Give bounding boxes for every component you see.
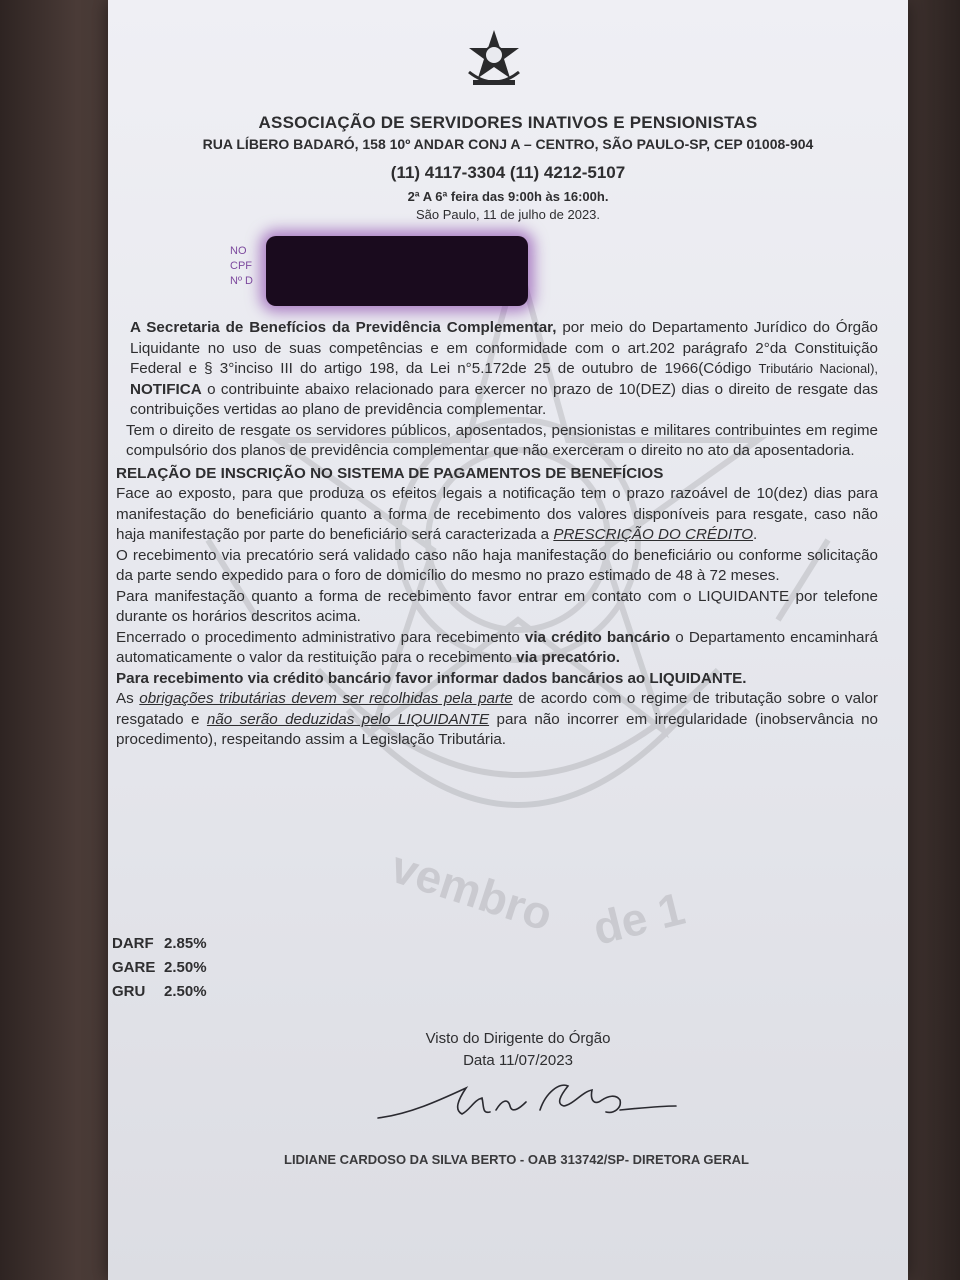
tax-rate: 2.85% bbox=[164, 935, 207, 952]
tax-obligation-emphasis: obrigações tributárias devem ser recolhidas pela parte bbox=[139, 690, 513, 707]
paragraph-contact: Para manifestação quanto a forma de recebimento favor entrar em contato com o LIQUIDANTE por telefone durante os horários descritos acima. bbox=[116, 587, 878, 625]
recipient-cpf-label: CPF bbox=[230, 260, 252, 272]
no-deduction-emphasis: não serão deduzidas pelo LIQUIDANTE bbox=[206, 710, 490, 728]
tax-name: GRU bbox=[112, 983, 146, 1000]
paragraph-deadline bbox=[116, 484, 878, 546]
coat-of-arms-icon bbox=[463, 28, 525, 90]
tax-name: GARE bbox=[112, 959, 156, 976]
notifying-body-name: A Secretaria de Benefícios da Previdência Complementar, bbox=[130, 319, 557, 336]
paragraph-text: por meio do Departamento Jurídico do Órgão Liquidante no uso de suas competências e em conformidade com o art.202 parágrafo 2°da Constituição Federal e § 3°inciso III do artigo 198, da Lei n°5.172de 25 de outubro de 1966(Código bbox=[130, 319, 879, 377]
svg-text:vembro: vembro bbox=[384, 840, 560, 941]
paragraph-text: Face ao exposto, para que produza os efeitos legais a notificação tem o prazo razoável de 10(dez) dias para manifestação do beneficiário quanto a forma de recebimento dos valores disponíveis para resgate, caso não haja manifestação por parte do beneficiário será caracterizada a bbox=[116, 485, 878, 543]
tax-rate: 2.50% bbox=[164, 983, 207, 1000]
organization-address: RUA LÍBERO BADARÓ, 158 10º ANDAR CONJ A – CENTRO, SÃO PAULO-SP, CEP 01008-904 bbox=[202, 136, 814, 152]
handwritten-signature bbox=[370, 1070, 680, 1130]
paragraph-text: As bbox=[116, 690, 140, 707]
paragraph-text: o Departamento encaminhará automaticamente o valor da restituição para o recebimento bbox=[116, 628, 878, 666]
recipient-number-label: Nº D bbox=[230, 275, 253, 287]
signature-block bbox=[398, 1028, 638, 1072]
tax-row bbox=[112, 932, 207, 956]
organization-title: ASSOCIAÇÃO DE SERVIDORES INATIVOS E PENSIONISTAS bbox=[258, 113, 758, 132]
paragraph-text: de acordo com o regime de tributação sobre o valor resgatado e bbox=[116, 690, 878, 728]
paragraph-emphasis: via crédito bancário bbox=[524, 628, 671, 646]
notifica-keyword: NOTIFICA bbox=[130, 380, 202, 398]
section-heading: RELAÇÃO DE INSCRIÇÃO NO SISTEMA DE PAGAMENTOS DE BENEFÍCIOS bbox=[116, 464, 664, 482]
organization-phones: (11) 4117-3304 (11) 4212-5107 bbox=[390, 163, 626, 182]
prescription-emphasis: PRESCRIÇÃO DO CRÉDITO bbox=[553, 526, 754, 543]
paragraph-text: o contribuinte abaixo relacionado para exercer no prazo de 10(DEZ) dias o direito de resgate das contribuições vertidas ao plano de previdência complementar. bbox=[130, 380, 878, 418]
signer-name: LIDIANE CARDOSO DA SILVA BERTO - OAB 313742/SP- DIRETORA GERAL bbox=[284, 1152, 749, 1167]
paragraph-text: Tributário Nacional), bbox=[758, 361, 879, 376]
paragraph-taxes bbox=[116, 689, 878, 751]
office-hours: 2ª A 6ª feira das 9:00h às 16:00h. bbox=[407, 189, 609, 204]
tax-name: DARF bbox=[112, 935, 154, 952]
paragraph-procedure bbox=[116, 628, 878, 669]
paragraph-precatorio: O recebimento via precatório será validado caso não haja manifestação do beneficiário ou conforme solicitação da parte sendo expedido para o foro de domicílio do mesmo no prazo estimado de 48 à 72 meses. bbox=[116, 546, 878, 584]
paragraph-bank-details: Para recebimento via crédito bancário favor informar dados bancários ao LIQUIDANTE. bbox=[116, 669, 747, 687]
paragraph-text: Encerrado o procedimento administrativo para recebimento bbox=[116, 628, 525, 646]
tax-row bbox=[112, 956, 207, 980]
tax-rates-list bbox=[112, 932, 207, 1004]
tax-row bbox=[112, 980, 207, 1004]
svg-text:de 1: de 1 bbox=[587, 881, 690, 955]
letter-body bbox=[116, 318, 878, 751]
recipient-name-label: NO bbox=[230, 245, 247, 257]
paragraph-eligibility: Tem o direito de resgate os servidores públicos, aposentados, pensionistas e militares contribuintes em regime compulsório dos planos de previdência complementar que não exerceram o direito no ato da aposentadoria. bbox=[126, 421, 878, 459]
redaction-mark bbox=[266, 236, 528, 306]
paragraph-emphasis: via precatório. bbox=[516, 649, 620, 666]
visto-label: Visto do Dirigente do Órgão bbox=[425, 1030, 611, 1047]
paragraph-notification bbox=[116, 318, 878, 421]
paragraph-text: para não incorrer em irregularidade (inobservância no procedimento), respeitando assim a Legislação Tributária. bbox=[116, 710, 879, 748]
paragraph-text: . bbox=[753, 526, 758, 543]
signature-date: Data 11/07/2023 bbox=[463, 1052, 573, 1069]
letter-date: São Paulo, 11 de julho de 2023. bbox=[415, 207, 601, 222]
notification-letter bbox=[108, 0, 908, 1280]
tax-rate: 2.50% bbox=[164, 959, 207, 976]
